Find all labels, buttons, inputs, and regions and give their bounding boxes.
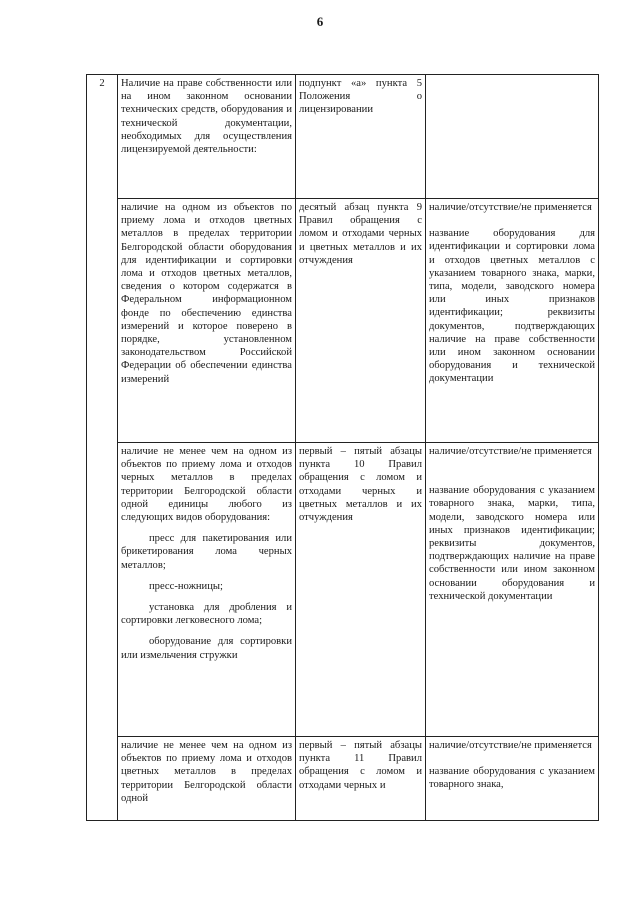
page-number: 6: [316, 14, 324, 29]
reference-cell: [296, 737, 426, 821]
equipment-item: установка для дробления и сортировки легковесного лома;: [121, 602, 292, 627]
table-row: [87, 443, 599, 737]
answer-detail: название оборудования с указанием товарного знака, марки, типа, модели, заводского номера или иных признаков идентификации; реквизиты документов, подтверждающих наличие на праве собственности или ином законном основании оборудования и технической документации: [429, 485, 595, 602]
answer-cell: [426, 75, 599, 199]
equipment-item: пресс-ножницы;: [149, 580, 223, 592]
requirement-cell: [118, 737, 296, 821]
table-row: [87, 75, 599, 199]
reference-cell: десятый абзац пункта 9 Правил обращения с ломом и отходами черных и цветных металлов и их отчуждения: [296, 199, 426, 443]
answer-status: наличие/отсутствие/не применяется: [429, 446, 592, 457]
reference-cell: подпункт «а» пункта 5 Положения о лицензировании: [296, 75, 426, 199]
answer-detail: название оборудования с указанием товарного знака,: [429, 766, 595, 791]
table-row: [87, 737, 599, 821]
reference-cell: первый – пятый абзацы пункта 10 Правил обращения с ломом и отходами черных и цветных металлов и их отчуждения: [296, 443, 426, 737]
answer-cell: [426, 443, 599, 737]
requirements-table: [86, 74, 599, 821]
table-row: [87, 199, 599, 443]
equipment-item: оборудование для сортировки или измельчения стружки: [121, 636, 292, 661]
requirement-cell: [118, 443, 296, 737]
answer-status: наличие/отсутствие/не применяется: [429, 740, 592, 751]
row-number: 2: [87, 75, 118, 821]
answer-status: наличие/отсутствие/не применяется: [429, 202, 592, 213]
requirement-cell: наличие на одном из объектов по приему лома и отходов цветных металлов в пределах территории Белгородской области оборудования для идентификации и сортировки лома и отходов цветных металлов, сведения о котором содержатся в Федеральном информационном фонде по обеспечению единства измерений и которое поверено в порядке, установленном законодательством Российской Федерации об обеспечении единства измерений: [118, 199, 296, 443]
requirement-text: наличие не менее чем на одном из объектов по приему лома и отходов цветных металлов в пределах территории Белгородской области одной: [121, 740, 292, 804]
answer-cell: [426, 199, 599, 443]
requirement-cell: Наличие на праве собственности или на ином законном основании технических средств, оборудования и технической документации, необходимых для осуществления лицензируемой деятельности:: [118, 75, 296, 199]
equipment-item: пресс для пакетирования или брикетирования лома черных металлов;: [121, 533, 292, 571]
answer-detail: название оборудования для идентификации и сортировки лома и отходов цветных металлов с указанием товарного знака, марки, типа, модели, заводского номера или иных признаков идентификации; реквизиты документов, подтверждающих наличие на праве собственности или ином законном основании оборудования и технической документации: [429, 228, 595, 385]
requirement-intro: наличие не менее чем на одном из объектов по приему лома и отходов черных металлов в пределах территории Белгородской области одной единицы любого из следующих видов оборудования:: [121, 446, 292, 524]
answer-cell: [426, 737, 599, 821]
reference-text: первый – пятый абзацы пункта 11 Правил обращения с ломом и отходами черных и: [299, 740, 422, 791]
